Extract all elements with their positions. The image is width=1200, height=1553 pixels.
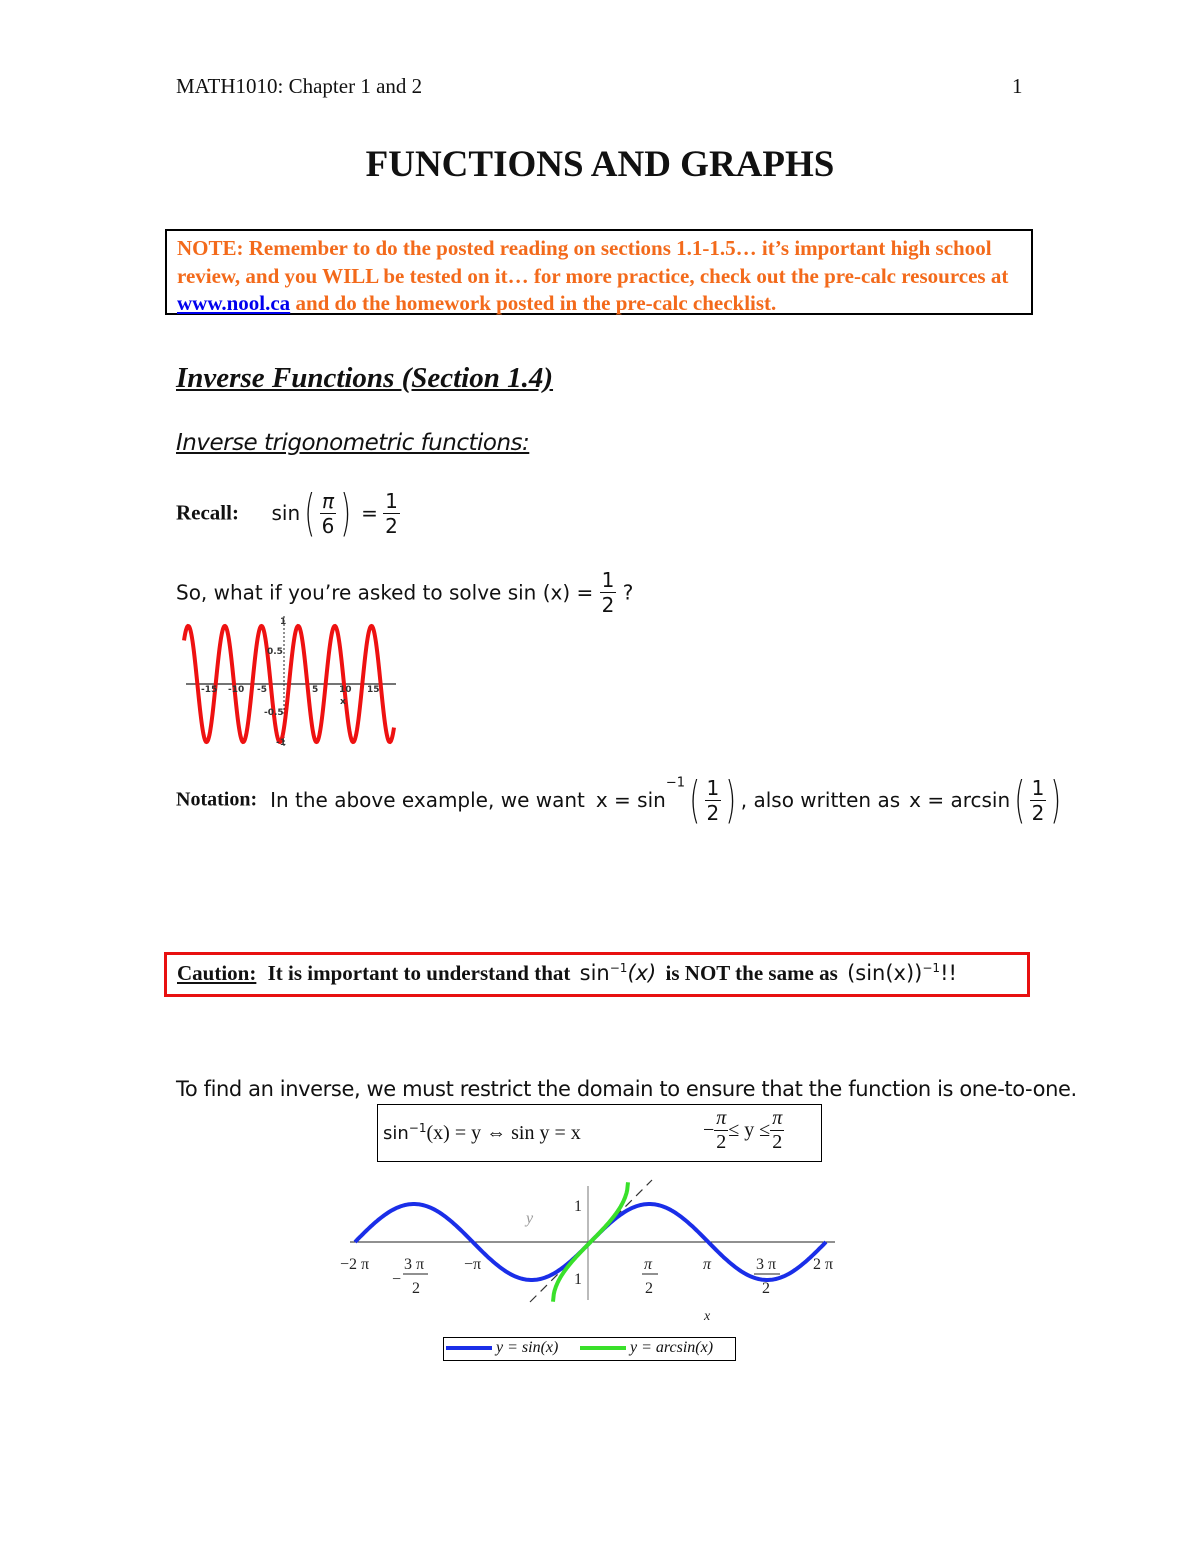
small-sine-curve (184, 626, 394, 742)
definition-left (383, 1121, 581, 1145)
notation-line (176, 771, 1066, 829)
x-tick-neg-3pi2-sign: − (392, 1271, 402, 1288)
small-x-tick: -5 (257, 685, 267, 695)
recall-line (176, 484, 400, 542)
notation-expr2: x = arcsin (909, 788, 1011, 812)
small-x-tick: 15 (367, 685, 380, 695)
small-x-tick: 10 (339, 685, 352, 695)
notation-rparen1: ) (725, 771, 737, 829)
recall-rhs-num: 1 (385, 488, 398, 513)
caution-text1: It is important to understand that (267, 961, 571, 985)
caution-box (164, 952, 1030, 997)
x-tick-neg-2pi: −2 π (340, 1256, 370, 1273)
def-frac-right (770, 1107, 784, 1154)
section-heading: Inverse Functions (Section 1.4) (176, 362, 554, 394)
def-sup: −1 (408, 1121, 427, 1135)
recall-rhs-fraction (383, 489, 400, 538)
solve-rhs-den: 2 (601, 593, 615, 617)
notation-expr1: x = sin (595, 788, 666, 812)
def-frac-left (714, 1107, 728, 1154)
caution-sin: sin (579, 961, 610, 985)
recall-label: Recall: (176, 500, 239, 525)
small-y-tick: 1 (280, 617, 287, 627)
def-pi-right: π (772, 1107, 783, 1129)
notation-fraction1 (705, 776, 722, 825)
definition-range (703, 1107, 784, 1154)
page-title: FUNCTIONS AND GRAPHS (365, 144, 835, 185)
notation-text2: , also written as (740, 788, 901, 812)
nool-link[interactable]: www.nool.ca (177, 291, 291, 315)
page-number: 1 (1012, 74, 1023, 98)
def-two-right: 2 (770, 1130, 784, 1154)
recall-arg-num: π (322, 488, 335, 513)
x-tick-neg-3pi2-num: 3 π (404, 1256, 425, 1273)
notation-lparen1: ( (689, 771, 701, 829)
caution-expr2 (847, 961, 957, 985)
small-y-tick: 0.5 (267, 647, 283, 657)
recall-rparen: ) (340, 484, 352, 542)
restrict-domain-text: To find an inverse, we must restrict the domain to ensure that the function is one-to-one. (176, 1077, 1077, 1101)
small-x-tick: -15 (201, 685, 218, 695)
legend-swatch-sin (446, 1342, 494, 1354)
notation-text1: In the above example, we want (270, 788, 585, 812)
big-y-label: y (526, 1210, 534, 1227)
notation-lparen2: ( (1014, 771, 1026, 829)
notation-rparen2: ) (1050, 771, 1062, 829)
def-pi-left: π (716, 1107, 727, 1129)
x-tick-pi2-den: 2 (645, 1280, 653, 1297)
def-neg: − (703, 1119, 715, 1141)
notation-sup: −1 (665, 775, 685, 791)
recall-eq: = (361, 501, 378, 525)
x-tick-pi2-num: π (644, 1256, 653, 1273)
notation-label: Notation: (176, 788, 258, 811)
x-tick-3pi2-num: 3 π (756, 1256, 777, 1273)
recall-lparen: ( (304, 484, 316, 542)
solve-end: ? (622, 580, 634, 605)
def-le-y-le: ≤ y ≤ (728, 1119, 771, 1141)
small-x-label: x (340, 697, 346, 707)
def-rest: (x) = y ⇔ sin y = x (426, 1122, 581, 1144)
small-x-tick: -10 (228, 685, 245, 695)
notation-num2: 1 (1031, 775, 1045, 800)
def-two-left: 2 (714, 1130, 728, 1154)
x-tick-neg-pi: −π (464, 1256, 482, 1273)
small-sine-plot (176, 612, 400, 752)
note-box (165, 229, 1033, 315)
note-text-before: NOTE: Remember to do the posted reading on sections 1.1-1.5… it’s important high school review, and you WILL be tested on it… for more practice, check out the pre-calc resources at (177, 236, 1009, 288)
caution-expr1 (580, 961, 657, 985)
small-y-tick: -1 (276, 738, 286, 748)
big-y-tick-bottom: 1 (574, 1271, 582, 1288)
note-text-after: and do the homework posted in the pre-calc checklist. (290, 291, 777, 315)
caution-text2: is NOT the same as (665, 961, 838, 985)
solve-line (176, 568, 633, 617)
notation-num1: 1 (706, 775, 720, 800)
small-x-tick: 5 (312, 685, 319, 695)
recall-rhs-den: 2 (385, 513, 398, 538)
sin-arcsin-plot (340, 1178, 840, 1328)
notation-fraction2 (1030, 776, 1047, 825)
page-header-course: MATH1010: Chapter 1 and 2 (176, 74, 423, 98)
plot-legend (443, 1337, 736, 1361)
caution-label: Caution: (177, 961, 257, 985)
solve-text: So, what if you’re asked to solve sin (x) = (176, 580, 594, 605)
solve-fraction (600, 568, 617, 617)
recall-arg-fraction (320, 489, 337, 538)
legend-swatch-arcsin (580, 1342, 628, 1354)
caution-arg1: (x) (627, 961, 657, 985)
legend-label-sin: y = sin(x) (496, 1339, 559, 1356)
notation-den2: 2 (1031, 800, 1045, 825)
definition-box (377, 1104, 822, 1162)
big-x-label: x (704, 1309, 711, 1324)
notation-den1: 2 (706, 800, 720, 825)
small-y-tick: -0.5 (264, 708, 284, 718)
x-tick-pi: π (703, 1256, 712, 1273)
caution-end: !! (940, 961, 957, 985)
def-sin: sin (383, 1123, 409, 1144)
big-plot-labels (340, 1198, 833, 1324)
big-y-tick-top: 1 (574, 1198, 582, 1215)
caution-sup1: −1 (609, 961, 628, 975)
recall-arg-den: 6 (321, 513, 335, 538)
x-tick-neg-3pi2-den: 2 (412, 1280, 420, 1297)
subheading: Inverse trigonometric functions: (176, 430, 530, 456)
legend-label-arcsin: y = arcsin(x) (630, 1339, 714, 1356)
caution-sinx: (sin(x)) (847, 961, 923, 985)
x-tick-3pi2-den: 2 (762, 1280, 770, 1297)
solve-rhs-num: 1 (601, 568, 615, 592)
x-tick-2pi: 2 π (813, 1256, 834, 1273)
recall-fn: sin (271, 501, 301, 525)
caution-sup2: −1 (922, 961, 941, 975)
